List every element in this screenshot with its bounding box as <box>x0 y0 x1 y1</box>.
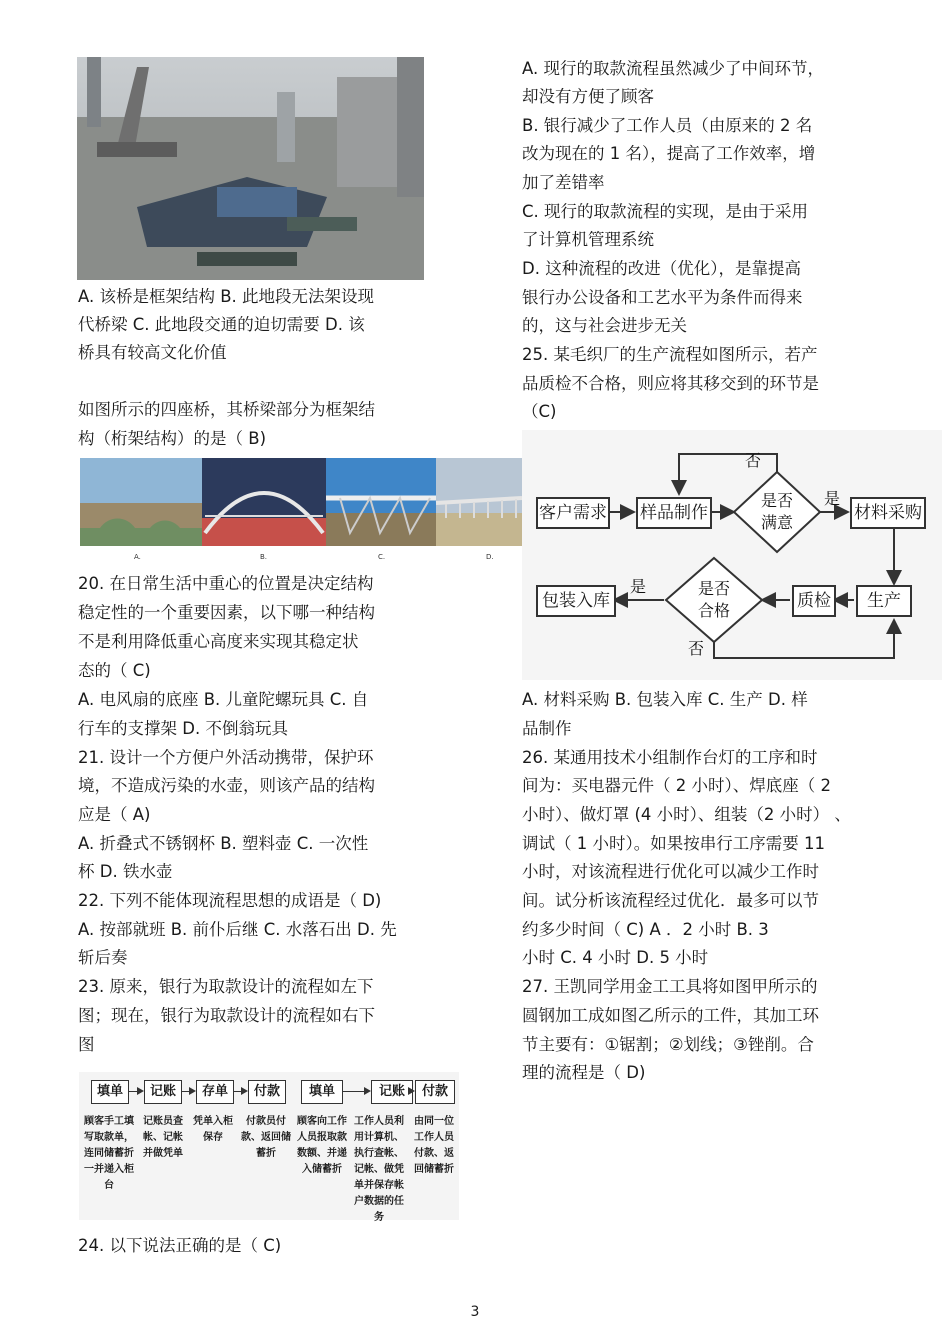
q21-line2: 境，不造成污染的水壶，则该产品的结构 <box>78 776 375 795</box>
q27-line4: 理的流程是（ D) <box>522 1063 646 1082</box>
flow-arrow <box>129 1091 142 1092</box>
q26-line2: 间为：买电器元件（ 2 小时）、焊底座（ 2 <box>522 776 831 795</box>
flow-arrow <box>182 1091 194 1092</box>
q24-option-c-line1: C. 现行的取款流程的实现，是由于采用 <box>522 202 809 221</box>
q26-line8: 小时 C. 4 小时 D. 5 小时 <box>522 948 709 967</box>
decision-qualified-diamond <box>666 558 762 642</box>
q20-options-line2: 行车的支撑架 D. 不倒翁玩具 <box>78 719 288 738</box>
label-no-bottom: 否 <box>688 639 705 658</box>
step-material-purchase: 材料采购 <box>850 497 926 529</box>
old-desc-book: 记账员查帐、记帐并做凭单 <box>143 1116 183 1159</box>
new-step-book: 记账 <box>371 1080 413 1104</box>
q23-line1: 23. 原来，银行为取款设计的流程如左下 <box>78 977 374 996</box>
label-yes-bottom: 是 <box>630 577 647 596</box>
four-bridges-image <box>80 458 522 568</box>
q23-line2: 图；现在，银行为取款设计的流程如右下 <box>78 1006 375 1025</box>
q20-line4: 态的（ C) <box>78 661 151 680</box>
new-step-fill: 填单 <box>301 1080 343 1104</box>
q22-options-line1: A. 按部就班 B. 前仆后继 C. 水落石出 D. 先 <box>78 920 397 939</box>
q25-options-line2: 品制作 <box>522 719 572 738</box>
new-desc-fill: 顾客向工作人员报取款数额、并递入储蓄折 <box>297 1116 347 1175</box>
q25-line3: （C) <box>522 402 557 421</box>
q19-options-line1: A. 该桥是框架结构 B. 此地段无法架设现 <box>78 287 375 306</box>
q19-options-line3: 桥具有较高文化价值 <box>78 343 227 362</box>
q24-option-d-line3: 的，这与社会进步无关 <box>522 316 687 335</box>
q25-line1: 25. 某毛织厂的生产流程如图所示，若产 <box>522 345 818 364</box>
q26-line7: 约多少时间（ C) A ．2 小时 B. 3 <box>522 920 769 939</box>
flow-arrow <box>234 1091 246 1092</box>
q26-line3: 小时）、做灯罩 (4 小时）、组装（2 小时） 、 <box>522 805 851 824</box>
bridge-photo <box>77 57 424 280</box>
bridge-label-d: D. <box>486 553 494 561</box>
q20-options-line1: A. 电风扇的底座 B. 儿童陀螺玩具 C. 自 <box>78 690 369 709</box>
q22-options-line2: 斩后奏 <box>78 948 128 967</box>
q21-options-line1: A. 折叠式不锈钢杯 B. 塑料壶 C. 一次性 <box>78 834 369 853</box>
q20-line1: 20. 在日常生活中重心的位置是决定结构 <box>78 574 374 593</box>
bank-flow-figure <box>79 1072 459 1223</box>
decision-satisfied-diamond <box>734 472 820 552</box>
old-step-fill: 填单 <box>91 1080 129 1104</box>
q27-line3: 节主要有：①锯割；②划线；③锉削。合 <box>522 1035 814 1054</box>
q24-option-b-line2: 改为现在的 1 名），提高了工作效率，增 <box>522 144 816 163</box>
q21-line1: 21. 设计一个方便户外活动携带，保护环 <box>78 748 374 767</box>
flow-arrow <box>343 1091 369 1092</box>
label-no-top: 否 <box>745 451 762 470</box>
q21-line3: 应是（ A) <box>78 805 151 824</box>
q26-line6: 间。试分析该流程经过优化．最多可以节 <box>522 891 819 910</box>
q24-option-d-line2: 银行办公设备和工艺水平为条件而得来 <box>522 288 803 307</box>
q25-options-line1: A. 材料采购 B. 包装入库 C. 生产 D. 样 <box>522 690 808 709</box>
q20-line3: 不是利用降低重心高度来实现其稳定状 <box>78 632 359 651</box>
step-customer-demand: 客户需求 <box>536 497 610 529</box>
q24-option-d-line1: D. 这种流程的改进（优化），是靠提高 <box>522 259 801 278</box>
old-step-book: 记账 <box>144 1080 182 1104</box>
q27-line2: 圆钢加工成如图乙所示的工件，其加工环 <box>522 1006 819 1025</box>
qualified-line2: 合格 <box>698 601 731 620</box>
q19-options-line2: 代桥梁 C. 此地段交通的迫切需要 D. 该 <box>78 315 365 334</box>
q26-line5: 小时，对该流程进行优化可以减少工作时 <box>522 862 819 881</box>
old-desc-fill: 顾客手工填写取款单，连同储蓄折一并递入柜台 <box>84 1116 134 1191</box>
q-frame-stem-line1: 如图所示的四座桥，其桥梁部分为框架结 <box>78 400 375 419</box>
q24-option-a-line1: A. 现行的取款流程虽然减少了中间环节， <box>522 59 824 78</box>
q24-option-b-line1: B. 银行减少了工作人员（由原来的 2 名 <box>522 116 813 135</box>
q23-line3: 图 <box>78 1035 95 1054</box>
new-desc-pay: 由同一位工作人员付款、返回储蓄折 <box>414 1116 454 1175</box>
step-sample-making: 样品制作 <box>636 497 712 529</box>
q24-option-a-line2: 却没有方便了顾客 <box>522 87 654 106</box>
step-package-storage: 包装入库 <box>536 585 616 617</box>
step-quality-check: 质检 <box>792 585 836 617</box>
q24-option-c-line2: 了计算机管理系统 <box>522 230 654 249</box>
q26-line4: 调试（ 1 小时）。如果按串行工序需要 11 <box>522 834 825 853</box>
page-number: 3 <box>470 1304 480 1320</box>
bridge-label-c: C. <box>378 553 386 561</box>
q22-line1: 22. 下列不能体现流程思想的成语是（ D) <box>78 891 382 910</box>
q25-line2: 品质检不合格，则应将其移交到的环节是 <box>522 374 819 393</box>
q-frame-stem-line2: 构（桁架结构）的是（ B) <box>78 429 267 448</box>
new-step-pay: 付款 <box>415 1080 455 1104</box>
label-yes-top: 是 <box>824 489 841 508</box>
q20-line2: 稳定性的一个重要因素，以下哪一种结构 <box>78 603 375 622</box>
old-step-pay: 付款 <box>248 1080 286 1104</box>
satisfied-line1: 是否 <box>761 491 794 510</box>
qualified-line1: 是否 <box>698 579 731 598</box>
old-step-store: 存单 <box>196 1080 234 1104</box>
satisfied-line2: 满意 <box>761 513 794 532</box>
q24-option-b-line3: 加了差错率 <box>522 173 605 192</box>
q21-options-line2: 杯 D. 铁水壶 <box>78 862 173 881</box>
old-desc-store: 凭单入柜保存 <box>193 1116 233 1143</box>
q26-line1: 26. 某通用技术小组制作台灯的工序和时 <box>522 748 818 767</box>
old-desc-pay: 付款员付款、返回储蓄折 <box>241 1116 291 1159</box>
production-flowchart <box>522 430 942 680</box>
bridge-label-b: B. <box>260 553 268 561</box>
new-desc-book: 工作人员利用计算机、执行查帐、记帐、做凭单并保存帐户数据的任务 <box>354 1116 404 1223</box>
q27-line1: 27. 王凯同学用金工工具将如图甲所示的 <box>522 977 818 996</box>
bridge-label-a: A. <box>134 553 141 561</box>
step-production: 生产 <box>856 585 912 617</box>
q24-line1: 24. 以下说法正确的是（ C) <box>78 1236 282 1255</box>
